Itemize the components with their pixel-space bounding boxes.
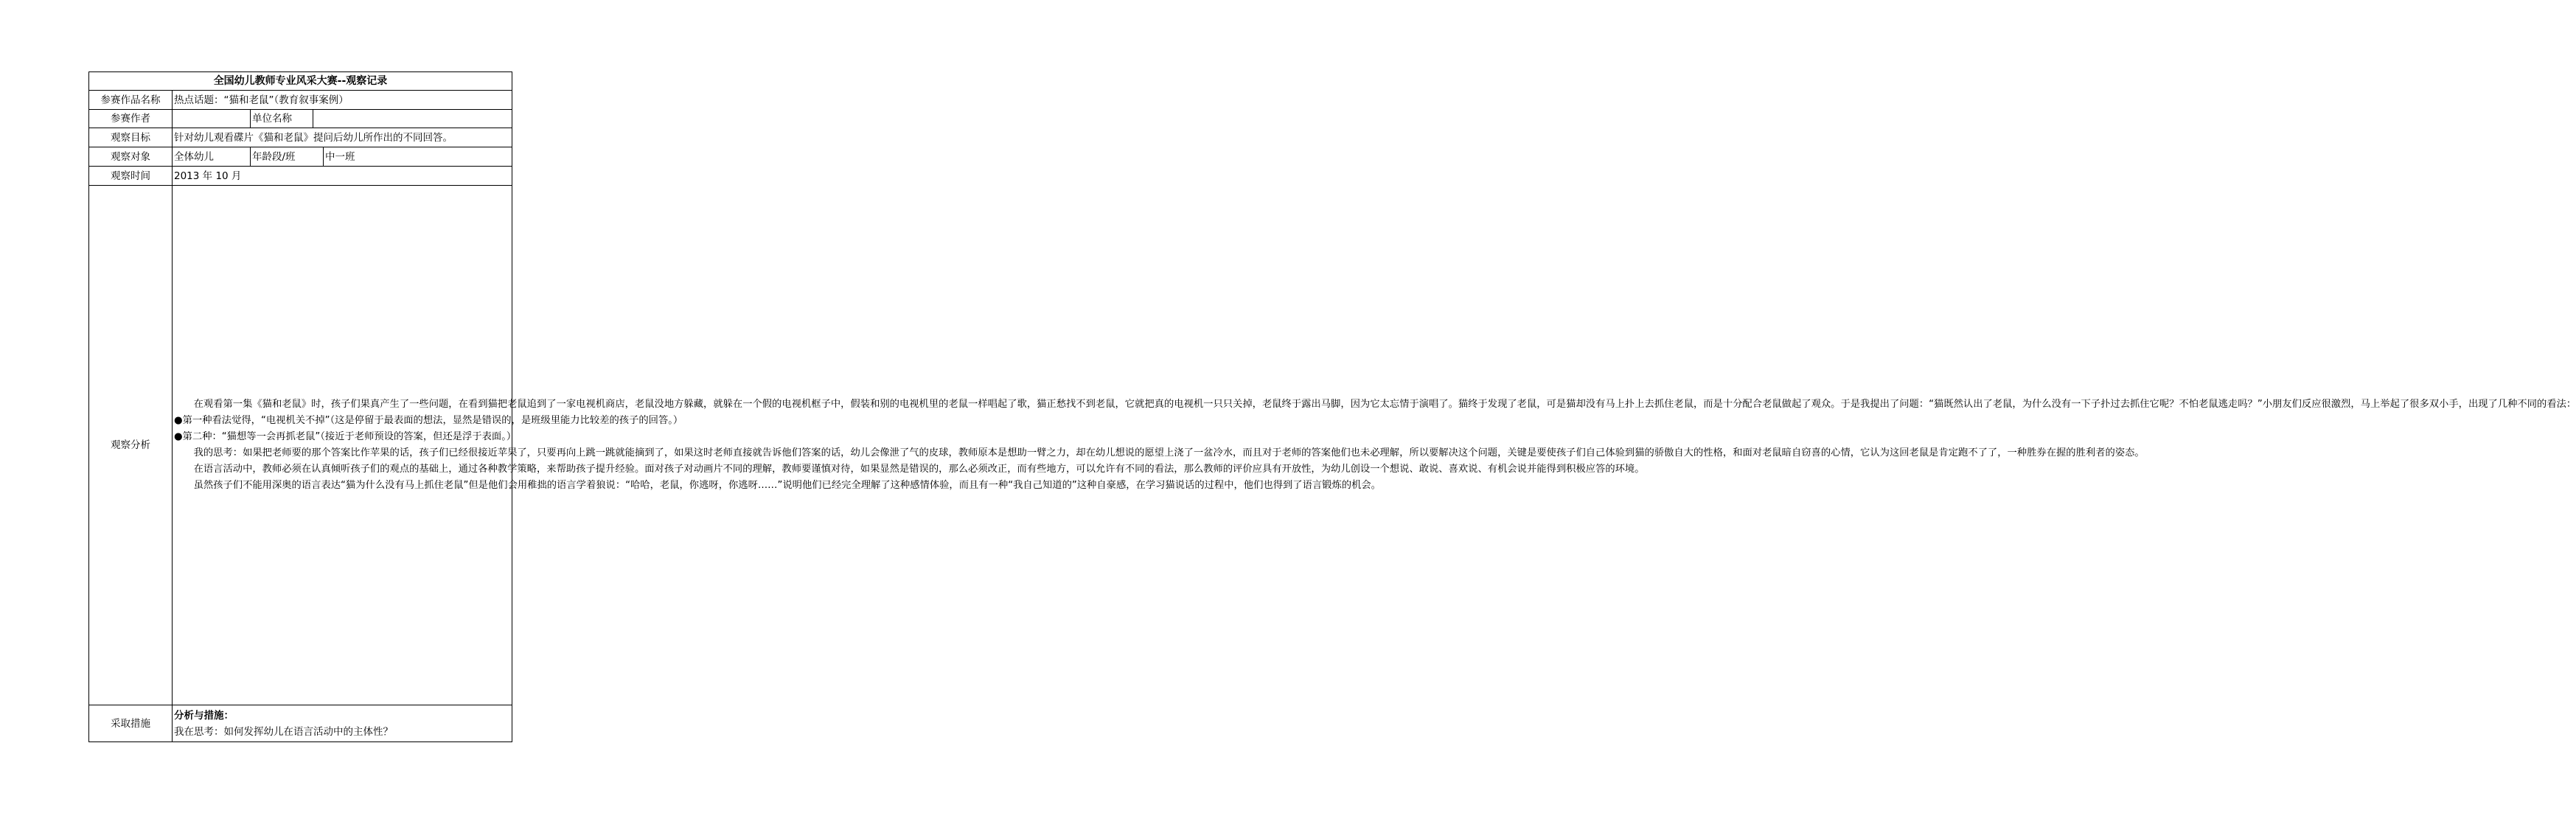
- goal-label: 观察目标: [89, 128, 173, 147]
- age-class-label: 年龄段/班: [251, 147, 324, 167]
- analysis-body: [173, 186, 2576, 705]
- analysis-paragraph: ●第一种看法觉得，“电视机关不掉”（这是停留于最表面的想法，显然是错误的，是班级里能力比较差的孩子的回答。）: [174, 415, 683, 426]
- work-name-value: 热点话题：“猫和老鼠”（教育叙事案例）: [173, 91, 512, 110]
- object-value: 全体幼儿: [173, 147, 251, 167]
- analysis-paragraph: 我的思考：如果把老师要的那个答案比作苹果的话，孩子们已经很接近苹果了，只要再向上跳一跳就能摘到了，如果这时老师直接就告诉他们答案的话，幼儿会像泄了气的皮球，教师原本是想助一臂之力，却在幼儿想说的愿望上浇了一盆冷水，而且对于老师的答案他们也未必理解，所以要解决这个问题，关键是要使孩子们自己体验到猫的骄傲自大的性格，和面对老鼠暗自窃喜的心情，它认为这回老鼠是肯定跑不了了，一种胜券在握的胜利者的姿态。: [193, 447, 2145, 458]
- author-label: 参赛作者: [89, 110, 173, 128]
- analysis-paragraph: 在语言活动中，教师必须在认真倾听孩子们的观点的基础上，通过各种教学策略，来帮助孩子提升经验。面对孩子对动画片不同的理解，教师要谨慎对待，如果显然是错误的，那么必须改正，而有些地方，可以允许有不同的看法，那么教师的评价应具有开放性，为幼儿创设一个想说、敢说、喜欢说、有机会说并能得到积极应答的环境。: [193, 464, 1645, 475]
- age-class-value: 中一班: [324, 147, 512, 167]
- time-label: 观察时间: [89, 167, 173, 186]
- analysis-paragraph: 虽然孩子们不能用深奥的语言表达“猫为什么没有马上抓住老鼠”但是他们会用稚拙的语言学着狼说：“哈哈，老鼠，你逃呀，你逃呀……”说明他们已经完全理解了这种感情体验，而且有一种“我自己知道的”这种自豪感，在学习猫说话的过程中，他们也得到了语言锻炼的机会。: [193, 480, 1381, 491]
- unit-name-value: [313, 110, 512, 128]
- measures-label: 采取措施: [89, 705, 173, 742]
- measures-body: [173, 705, 512, 742]
- author-value: [173, 110, 251, 128]
- object-label: 观察对象: [89, 147, 173, 167]
- page-title: 全国幼儿教师专业风采大赛--观察记录: [89, 72, 512, 91]
- analysis-paragraph: 在观看第一集《猫和老鼠》时，孩子们果真产生了一些问题，在看到猫把老鼠追到了一家电视机商店，老鼠没地方躲藏，就躲在一个假的电视机框子中，假装和别的电视机里的老鼠一样唱起了歌，猫正愁找不到老鼠，它就把真的电视机一只只关掉，老鼠终于露出马脚，因为它太忘情于演唱了。猫终于发现了老鼠，可是猫却没有马上扑上去抓住老鼠，而是十分配合老鼠做起了观众。于是我提出了问题：“猫既然认出了老鼠，为什么没有一下子扑过去抓住它呢？不怕老鼠逃走吗？”小朋友们反应很激烈，马上举起了很多双小手，出现了几种不同的看法：: [193, 399, 2576, 410]
- measures-text: 我在思考：如何发挥幼儿在语言活动中的主体性？: [174, 725, 393, 738]
- observation-record-table: [88, 71, 2576, 742]
- work-name-label: 参赛作品名称: [89, 91, 173, 110]
- unit-name-label: 单位名称: [251, 110, 313, 128]
- time-value: 2013 年 10 月: [173, 167, 512, 186]
- analysis-label: 观察分析: [89, 186, 173, 705]
- measures-heading: 分析与措施：: [174, 709, 234, 722]
- goal-value: 针对幼儿观看碟片《猫和老鼠》提问后幼儿所作出的不同回答。: [173, 128, 512, 147]
- analysis-paragraph: ●第二种：“猫想等一会再抓老鼠”（接近于老师预设的答案，但还是浮于表面。）: [174, 431, 517, 442]
